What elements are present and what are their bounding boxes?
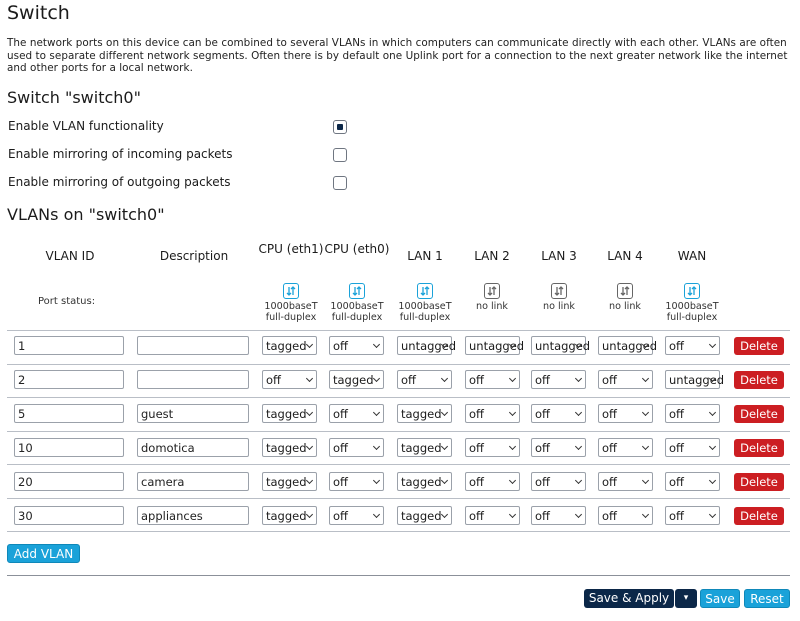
port-select-lan3[interactable]: off <box>531 438 586 457</box>
port-select-cpu-eth0[interactable]: tagged <box>329 370 384 389</box>
chevron-down-icon <box>306 443 313 450</box>
chevron-down-icon <box>509 443 516 450</box>
row-divider <box>7 498 790 499</box>
port-select-lan4[interactable]: off <box>598 438 653 457</box>
port-select-lan1[interactable]: off <box>397 370 452 389</box>
port-select-wan[interactable]: off <box>665 438 720 457</box>
port-select-lan4[interactable]: off <box>598 506 653 525</box>
port-select-lan3[interactable]: untagged <box>531 336 586 355</box>
chevron-down-icon <box>575 477 582 484</box>
port-status-cpu-eth1: 1000baseT full-duplex <box>258 283 324 323</box>
chevron-down-icon <box>306 375 313 382</box>
port-select-lan1[interactable]: untagged <box>397 336 452 355</box>
save-button[interactable]: Save <box>700 589 740 608</box>
port-select-wan[interactable]: off <box>665 506 720 525</box>
footer-divider <box>7 575 790 576</box>
vlan-id-input[interactable]: 20 <box>14 472 124 491</box>
chevron-down-icon <box>306 341 313 348</box>
row-divider <box>7 531 790 532</box>
reset-button[interactable]: Reset <box>744 589 790 608</box>
port-status-lan3: no link <box>526 283 592 312</box>
port-select-cpu-eth1[interactable]: tagged <box>262 472 317 491</box>
port-select-lan4[interactable]: off <box>598 472 653 491</box>
port-down-icon <box>551 283 567 299</box>
col-cpu-eth1: CPU (eth1) <box>258 242 324 256</box>
chevron-down-icon <box>709 341 716 348</box>
port-status-lan4: no link <box>592 283 658 312</box>
vlans-heading: VLANs on "switch0" <box>7 205 165 224</box>
port-up-icon <box>684 283 700 299</box>
chevron-down-icon <box>306 409 313 416</box>
vlan-id-input[interactable]: 10 <box>14 438 124 457</box>
enable-vlan-label: Enable VLAN functionality <box>8 119 164 133</box>
port-up-icon <box>349 283 365 299</box>
port-select-cpu-eth1[interactable]: tagged <box>262 438 317 457</box>
port-select-cpu-eth0[interactable]: off <box>329 404 384 423</box>
col-lan2: LAN 2 <box>474 249 510 263</box>
chevron-down-icon <box>709 477 716 484</box>
row-divider <box>7 364 790 365</box>
mirror-outgoing-checkbox[interactable] <box>333 176 347 190</box>
port-select-cpu-eth1[interactable]: off <box>262 370 317 389</box>
port-up-icon <box>417 283 433 299</box>
chevron-down-icon <box>373 375 380 382</box>
port-select-cpu-eth1[interactable]: tagged <box>262 506 317 525</box>
chevron-down-icon <box>306 477 313 484</box>
chevron-down-icon <box>642 409 649 416</box>
vlan-description-input[interactable] <box>137 370 249 389</box>
page-description: The network ports on this device can be combined to several VLANs in which computers can communicate directly with each other. VLANs are often used to separate different network segments. Often there is by default one Uplink port for a connection to the next greater network like the internet and other ports for a local network. <box>7 37 788 75</box>
port-select-lan3[interactable]: off <box>531 404 586 423</box>
port-select-lan1[interactable]: tagged <box>397 506 452 525</box>
port-select-cpu-eth1[interactable]: tagged <box>262 336 317 355</box>
chevron-down-icon <box>575 375 582 382</box>
row-divider <box>7 397 790 398</box>
chevron-down-icon <box>441 409 448 416</box>
vlan-description-input[interactable] <box>137 336 249 355</box>
port-down-icon <box>617 283 633 299</box>
save-apply-button[interactable]: Save & Apply <box>584 589 674 608</box>
chevron-down-icon <box>509 477 516 484</box>
enable-vlan-checkbox[interactable] <box>333 120 347 134</box>
port-select-lan4[interactable]: untagged <box>598 336 653 355</box>
vlan-description-input[interactable]: guest <box>137 404 249 423</box>
chevron-down-icon <box>509 375 516 382</box>
chevron-down-icon <box>709 443 716 450</box>
port-select-lan3[interactable]: off <box>531 472 586 491</box>
port-select-lan2[interactable]: off <box>465 506 520 525</box>
port-select-lan2[interactable]: off <box>465 472 520 491</box>
chevron-down-icon <box>441 375 448 382</box>
port-select-lan2[interactable]: off <box>465 404 520 423</box>
vlan-description-input[interactable]: domotica <box>137 438 249 457</box>
chevron-down-icon <box>709 409 716 416</box>
port-status-cpu-eth0: 1000baseT full-duplex <box>324 283 390 323</box>
delete-vlan-button[interactable]: Delete <box>734 405 784 423</box>
chevron-down-icon <box>306 511 313 518</box>
port-status-lan1: 1000baseT full-duplex <box>392 283 458 323</box>
chevron-down-icon <box>575 409 582 416</box>
port-status-label: Port status: <box>38 296 96 307</box>
delete-vlan-button[interactable]: Delete <box>734 473 784 491</box>
switch-heading: Switch "switch0" <box>7 88 141 107</box>
chevron-down-icon <box>373 443 380 450</box>
port-status-wan: 1000baseT full-duplex <box>659 283 725 323</box>
delete-vlan-button[interactable]: Delete <box>734 507 784 525</box>
port-select-wan[interactable]: off <box>665 336 720 355</box>
port-select-lan3[interactable]: off <box>531 370 586 389</box>
col-description: Description <box>159 249 229 263</box>
col-lan1: LAN 1 <box>407 249 443 263</box>
col-wan: WAN <box>677 249 707 263</box>
port-select-lan2[interactable]: untagged <box>465 336 520 355</box>
col-lan3: LAN 3 <box>541 249 577 263</box>
chevron-down-icon <box>642 511 649 518</box>
chevron-down-icon <box>509 511 516 518</box>
row-divider <box>7 464 790 465</box>
port-select-cpu-eth0[interactable]: off <box>329 506 384 525</box>
port-select-lan2[interactable]: off <box>465 438 520 457</box>
vlan-description-input[interactable]: appliances <box>137 506 249 525</box>
col-cpu-eth0: CPU (eth0) <box>324 242 390 256</box>
chevron-down-icon <box>441 477 448 484</box>
mirror-incoming-label: Enable mirroring of incoming packets <box>8 147 233 161</box>
chevron-down-icon <box>373 511 380 518</box>
vlan-id-input[interactable]: 5 <box>14 404 124 423</box>
port-status-lan2: no link <box>459 283 525 312</box>
chevron-down-icon <box>509 409 516 416</box>
chevron-down-icon <box>575 511 582 518</box>
col-vlan-id: VLAN ID <box>45 249 95 263</box>
mirror-incoming-checkbox[interactable] <box>333 148 347 162</box>
delete-vlan-button[interactable]: Delete <box>734 371 784 389</box>
delete-vlan-button[interactable]: Delete <box>734 337 784 355</box>
row-divider <box>7 330 790 331</box>
delete-vlan-button[interactable]: Delete <box>734 439 784 457</box>
vlan-description-input[interactable]: camera <box>137 472 249 491</box>
chevron-down-icon <box>373 341 380 348</box>
save-apply-dropdown-button[interactable]: ▾ <box>675 589 697 608</box>
chevron-down-icon <box>642 375 649 382</box>
port-select-cpu-eth0[interactable]: off <box>329 336 384 355</box>
port-select-lan1[interactable]: tagged <box>397 404 452 423</box>
port-select-cpu-eth1[interactable]: tagged <box>262 404 317 423</box>
port-select-lan4[interactable]: off <box>598 370 653 389</box>
chevron-down-icon <box>575 443 582 450</box>
port-select-lan4[interactable]: off <box>598 404 653 423</box>
port-select-lan3[interactable]: off <box>531 506 586 525</box>
port-select-lan2[interactable]: off <box>465 370 520 389</box>
chevron-down-icon <box>642 443 649 450</box>
col-lan4: LAN 4 <box>607 249 643 263</box>
row-divider <box>7 431 790 432</box>
chevron-down-icon <box>709 511 716 518</box>
chevron-down-icon <box>441 443 448 450</box>
mirror-outgoing-label: Enable mirroring of outgoing packets <box>8 175 231 189</box>
vlan-id-input[interactable]: 30 <box>14 506 124 525</box>
port-select-wan[interactable]: off <box>665 472 720 491</box>
port-select-wan[interactable]: off <box>665 404 720 423</box>
vlan-id-input[interactable]: 2 <box>14 370 124 389</box>
port-select-cpu-eth0[interactable]: off <box>329 438 384 457</box>
vlan-id-input[interactable]: 1 <box>14 336 124 355</box>
port-select-cpu-eth0[interactable]: off <box>329 472 384 491</box>
port-up-icon <box>283 283 299 299</box>
port-select-wan[interactable]: untagged <box>665 370 720 389</box>
port-down-icon <box>484 283 500 299</box>
chevron-down-icon <box>373 477 380 484</box>
chevron-down-icon <box>441 511 448 518</box>
page-title: Switch <box>7 2 70 24</box>
chevron-down-icon <box>373 409 380 416</box>
chevron-down-icon <box>642 477 649 484</box>
port-select-lan1[interactable]: tagged <box>397 438 452 457</box>
port-select-lan1[interactable]: tagged <box>397 472 452 491</box>
add-vlan-button[interactable]: Add VLAN <box>7 544 80 563</box>
